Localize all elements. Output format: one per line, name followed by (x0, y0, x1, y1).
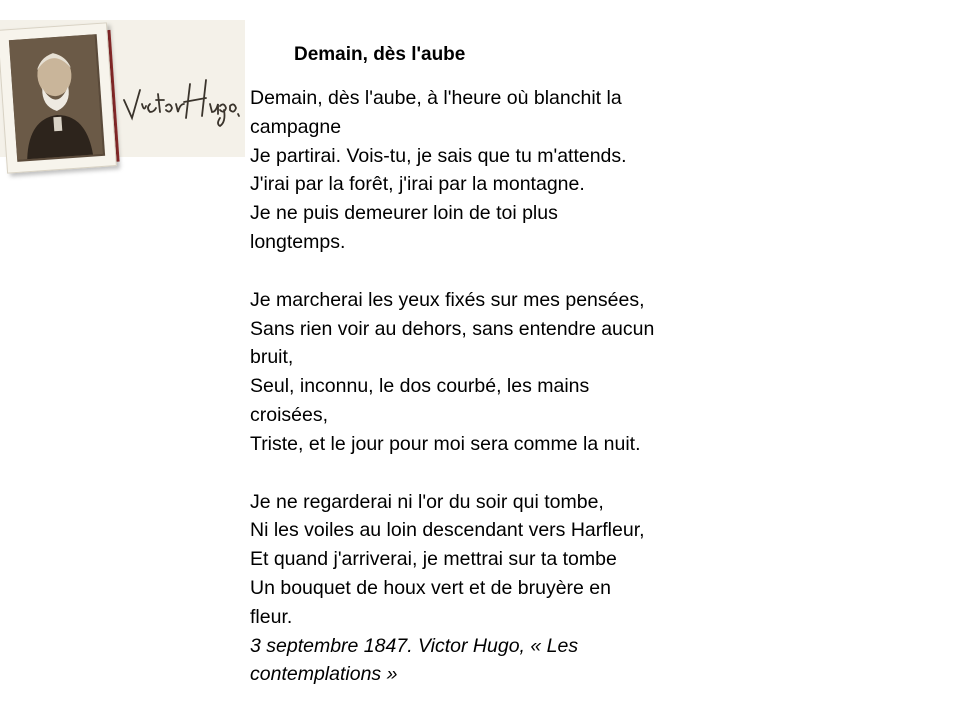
stanza-1 (250, 84, 720, 257)
victor-hugo-signature (120, 60, 242, 130)
poem-line: croisées, (250, 403, 329, 426)
poem-line: longtemps. (250, 230, 346, 253)
poem-line: Je marcherai les yeux fixés sur mes pensées, (250, 288, 645, 311)
poem-line: Ni les voiles au loin descendant vers Harfleur, (250, 519, 645, 542)
victor-hugo-portrait-icon (9, 34, 103, 160)
poem-line: Et quand j'arriverai, je mettrai sur ta tombe (250, 548, 617, 571)
poem-line: J'irai par la forêt, j'irai par la montagne. (250, 173, 585, 196)
poem-line: bruit, (250, 346, 294, 369)
poem-line: Triste, et le jour pour moi sera comme la nuit. (250, 432, 641, 455)
poem-line: Un bouquet de houx vert et de bruyère en (250, 576, 611, 599)
poem-line: Sans rien voir au dehors, sans entendre aucun (250, 317, 655, 340)
poem-line: campagne (250, 115, 342, 138)
stanza-3 (250, 488, 720, 632)
stanza-2 (250, 286, 720, 459)
author-portrait-image (0, 20, 245, 157)
poem-line: Je ne puis demeurer loin de toi plus (250, 202, 558, 225)
poem-title: Demain, dès l'aube (294, 44, 466, 65)
poem-line: Je ne regarderai ni l'or du soir qui tombe, (250, 490, 604, 513)
poem-line: Demain, dès l'aube, à l'heure où blanchit la (250, 87, 622, 109)
poem-attribution: contemplations » (250, 663, 398, 686)
poem-line: Seul, inconnu, le dos courbé, les mains (250, 375, 590, 398)
poem-attribution: 3 septembre 1847. Victor Hugo, « Les (250, 634, 579, 657)
poem-line: fleur. (250, 605, 293, 628)
poem (250, 40, 720, 689)
portrait-photo (9, 34, 105, 162)
poem-line: Je partirai. Vois-tu, je sais que tu m'attends. (250, 144, 627, 167)
portrait-photo-frame (0, 22, 117, 173)
